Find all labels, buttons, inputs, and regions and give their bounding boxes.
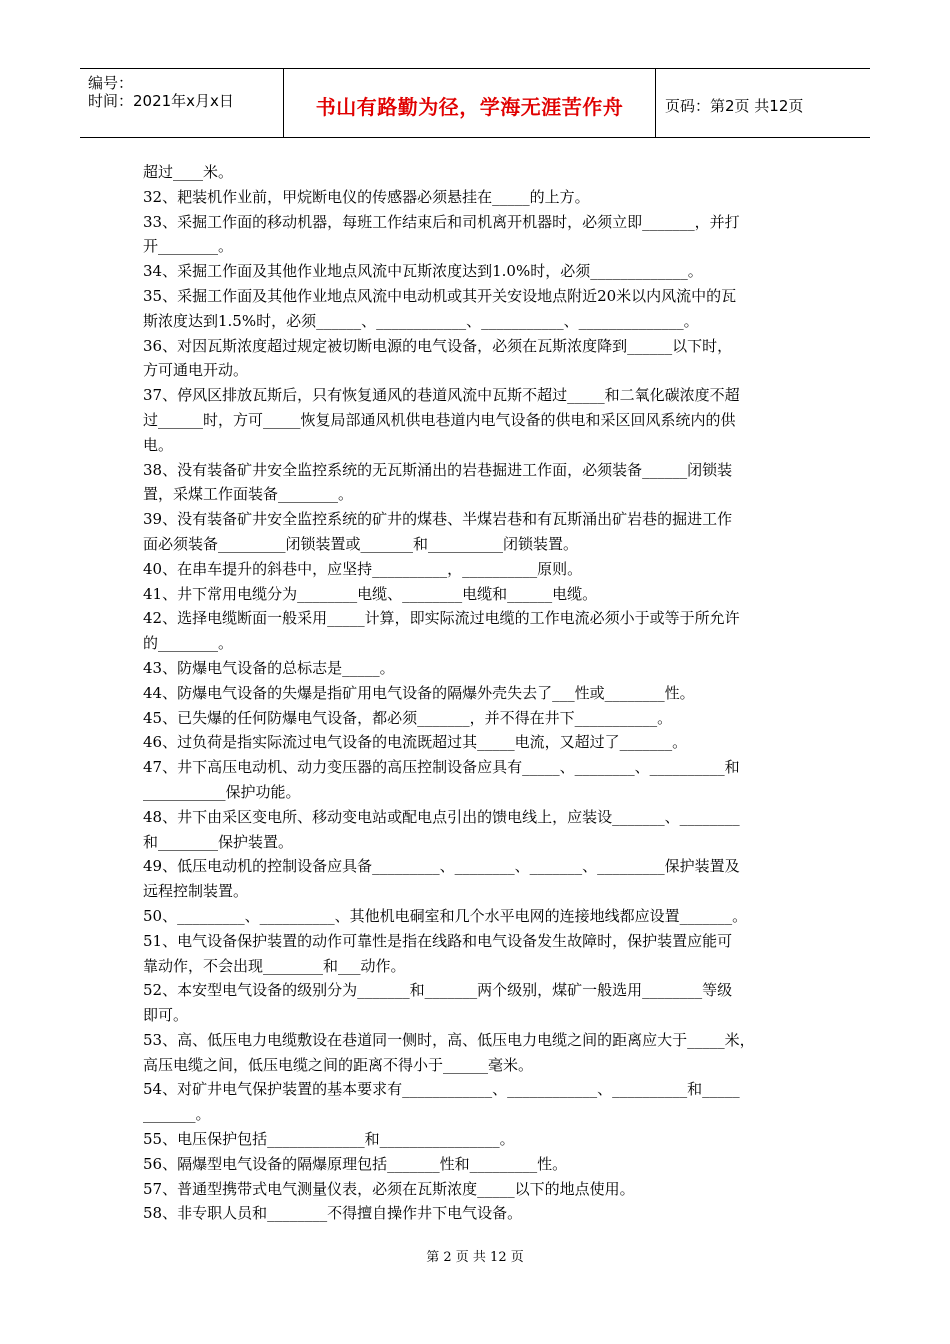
text-line: 39、没有装备矿井安全监控系统的矿井的煤巷、半煤岩巷和有瓦斯涌出矿岩巷的掘进工作 [143,510,733,529]
header-center-cell [283,69,656,137]
text-line: 47、井下高压电动机、动力变压器的高压控制设备应具有_____、________、__________和 [143,758,740,777]
text-line: 57、普通型携带式电气测量仪表，必须在瓦斯浓度_____以下的地点使用。 [143,1179,635,1198]
text-line: 37、停风区排放瓦斯后，只有恢复通风的巷道风流中瓦斯不超过_____和二氧化碳浓度不超 [143,386,740,405]
text-line: 58、非专职人员和________不得擅自操作井下电气设备。 [143,1204,523,1223]
text-line: 35、采掘工作面及其他作业地点风流中电动机或其开关安设地点附近20米以内风流中的瓦 [143,286,737,305]
text-line: 38、没有装备矿井安全监控系统的无瓦斯涌出的岩巷掘进工作面，必须装备______闭锁装 [143,460,733,479]
header-left-cell [80,69,283,137]
text-line: 34、采掘工作面及其他作业地点风流中瓦斯浓度达到1.0%时，必须_____________。 [143,262,703,281]
text-line: 33、采掘工作面的移动机器，每班工作结束后和司机离开机器时，必须立即_______，并打 [143,212,740,231]
header-table [80,68,870,138]
text-line: 43、防爆电气设备的总标志是_____。 [143,658,395,677]
text-line: 电。 [143,435,174,454]
text-line: 45、已失爆的任何防爆电气设备，都必须_______，并不得在井下___________。 [143,708,673,727]
question-body [143,160,810,1226]
text-line: 52、本安型电气设备的级别分为_______和_______两个级别，煤矿一般选用________等级 [143,981,733,1000]
text-line: 50、_________、__________、其他机电硐室和几个水平电网的连接地线都应设置_______。 [143,906,748,925]
text-line: 方可通电开动。 [143,361,249,380]
text-line: 面必须装备_________闭锁装置或_______和__________闭锁装置。 [143,534,579,553]
text-line: 超过____米。 [143,163,234,181]
text-line: 和________保护装置。 [143,832,294,851]
text-line: 49、低压电动机的控制设备应具备_________、________、_______、_________保护装置及 [143,857,740,876]
text-line: 56、隔爆型电气设备的隔爆原理包括_______性和_________性。 [143,1154,568,1173]
text-line: 42、选择电缆断面一般采用_____计算，即实际流过电缆的工作电流必须小于或等于所允许 [143,609,740,628]
text-line: 过______时，方可_____恢复局部通风机供电巷道内电气设备的供电和采区回风系统内的供 [143,410,736,429]
page-info: 页码：第2页 共12页 [665,97,804,115]
text-line: ___________保护功能。 [143,782,301,801]
text-line: 48、井下由采区变电所、移动变电站或配电点引出的馈电线上，应装设_______、________ [143,807,740,826]
text-line: 即可。 [143,1006,189,1025]
text-line: 的________。 [143,634,234,653]
text-line: 55、电压保护包括_____________和________________。 [143,1130,515,1149]
text-line: 53、高、低压电力电缆敷设在巷道同一侧时，高、低压电力电缆之间的距离应大于_____米， [143,1030,755,1049]
page-footer: 第 2 页 共 12 页 [426,1250,524,1265]
text-line: 44、防爆电气设备的失爆是指矿用电气设备的隔爆外壳失去了___性或________性。 [143,683,695,702]
text-line: 51、电气设备保护装置的动作可靠性是指在线路和电气设备发生故障时，保护装置应能可 [143,931,733,950]
text-line: 远程控制装置。 [143,882,249,901]
text-line: 置，采煤工作面装备________。 [143,485,354,504]
motto: 书山有路勤为径，学海无涯苦作舟 [315,95,624,119]
text-line: 靠动作，不会出现________和___动作。 [143,956,406,975]
text-line: 斯浓度达到1.5%时，必须______、____________、___________、______________。 [143,311,699,330]
text-line: 高压电缆之间，低压电缆之间的距离不得小于______毫米。 [143,1055,534,1074]
text-line: 开________。 [143,237,234,256]
text-line: 54、对矿井电气保护装置的基本要求有____________、____________、__________和_____ [143,1080,740,1099]
text-line: 40、在串车提升的斜巷中，应坚持__________，__________原则。 [143,559,583,578]
time-label: 时间：2021年x月x日 [88,92,234,110]
number-label: 编号： [88,74,134,92]
text-line: 46、过负荷是指实际流过电气设备的电流既超过其_____电流，又超过了_______。 [143,733,688,752]
text-line: _______。 [143,1105,211,1124]
header-right-cell [655,69,870,137]
text-line: 41、井下常用电缆分为________电缆、________电缆和______电缆。 [143,584,598,603]
text-line: 36、对因瓦斯浓度超过规定被切断电源的电气设备，必须在瓦斯浓度降到______以下时， [143,336,733,355]
text-line: 32、耙装机作业前，甲烷断电仪的传感器必须悬挂在_____的上方。 [143,187,590,206]
